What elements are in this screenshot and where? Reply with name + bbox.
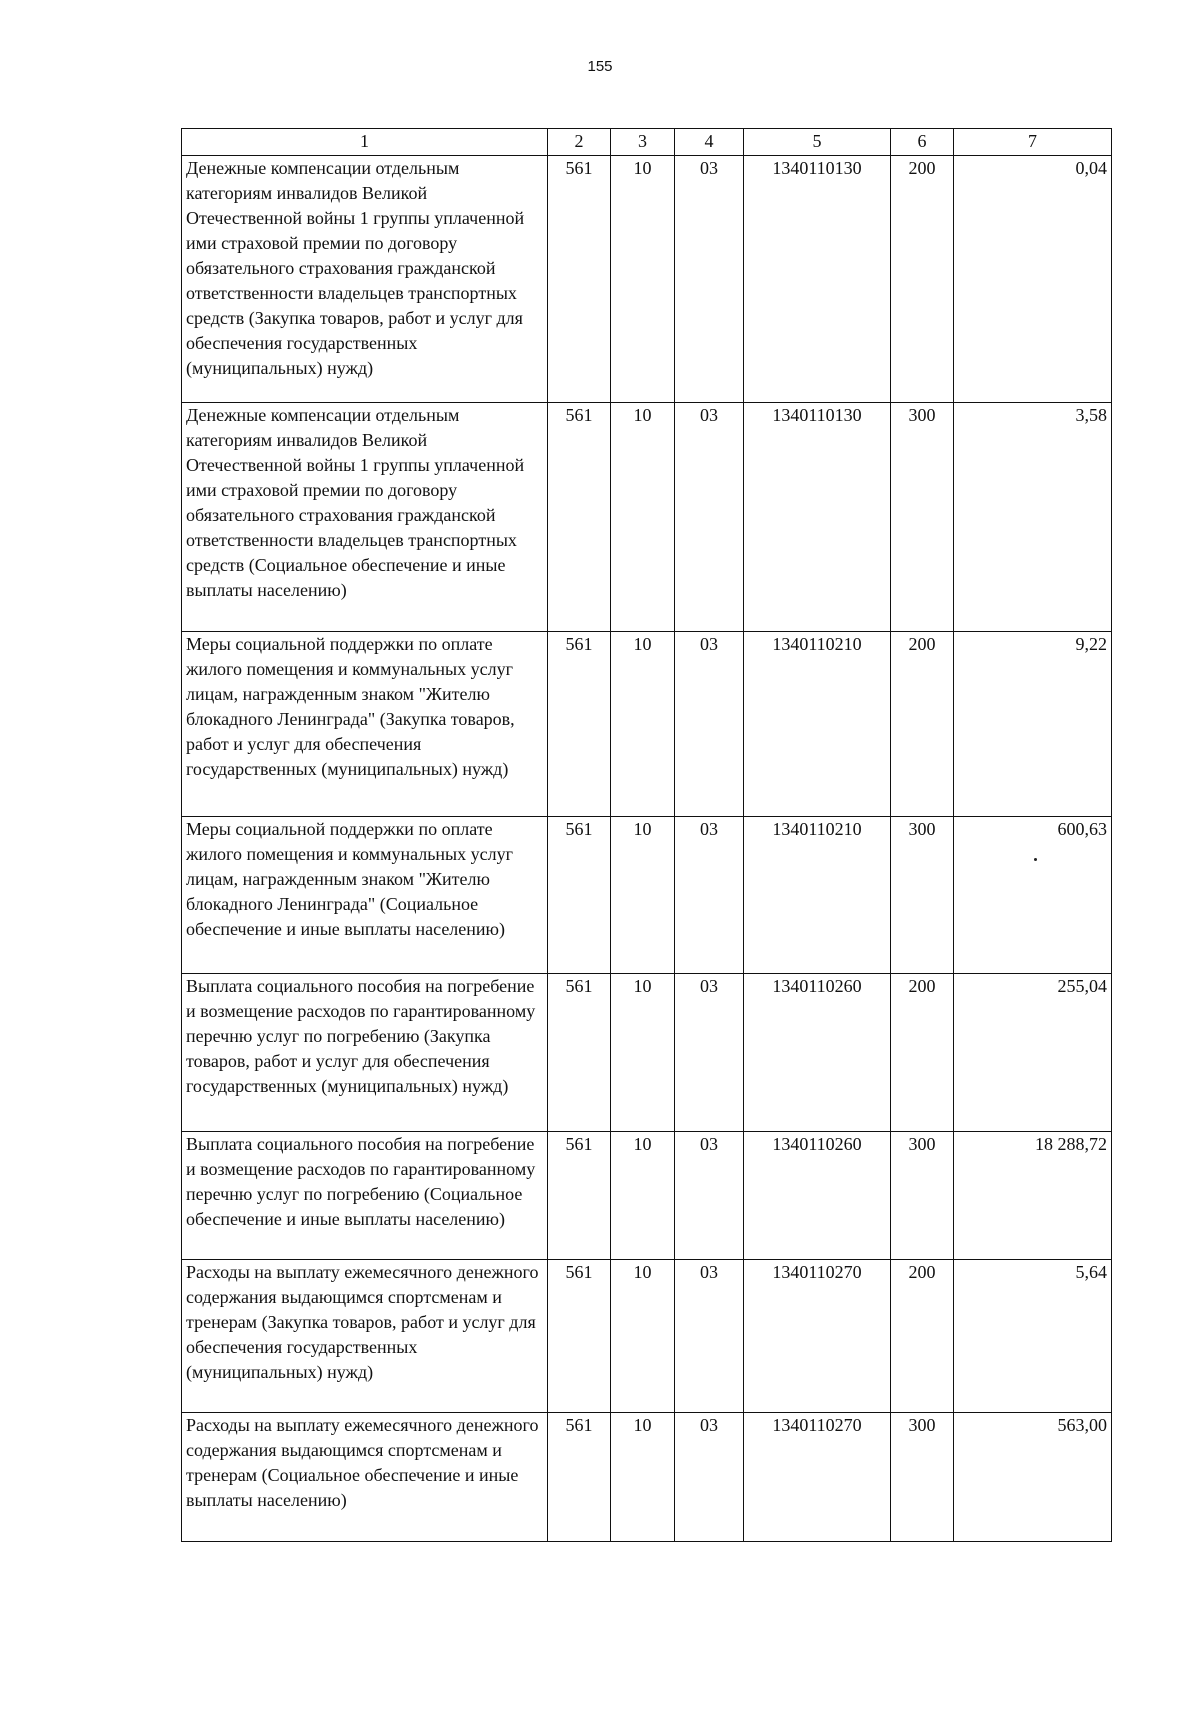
table-row: [182, 156, 1112, 403]
header-col-3: 3: [611, 129, 675, 156]
row-code-3: 10: [611, 1260, 675, 1413]
row-code-5: 1340110210: [744, 817, 891, 974]
table-row: [182, 1260, 1112, 1413]
row-name: Меры социальной поддержки по оплате жилого помещения и коммунальных услуг лицам, награжденным знаком "Жителю блокадного Ленинграда" (Социальное обеспечение и иные выплаты населению): [182, 817, 548, 974]
row-code-5: 1340110260: [744, 1132, 891, 1260]
table-row: [182, 1132, 1112, 1260]
row-name: Меры социальной поддержки по оплате жилого помещения и коммунальных услуг лицам, награжденным знаком "Жителю блокадного Ленинграда" (Закупка товаров, работ и услуг для обеспечения государственных (муниципальных) нужд): [182, 632, 548, 817]
row-code-2: 561: [548, 403, 611, 632]
scan-speck: [1034, 858, 1037, 861]
row-code-3: 10: [611, 974, 675, 1132]
row-code-6: 200: [891, 974, 954, 1132]
row-amount: 9,22: [954, 632, 1112, 817]
row-name: Расходы на выплату ежемесячного денежного содержания выдающимся спортсменам и тренерам (Социальное обеспечение и иные выплаты населению): [182, 1413, 548, 1542]
row-code-4: 03: [675, 1413, 744, 1542]
row-code-5: 1340110270: [744, 1260, 891, 1413]
row-code-4: 03: [675, 632, 744, 817]
row-code-5: 1340110130: [744, 156, 891, 403]
row-code-6: 200: [891, 156, 954, 403]
row-code-3: 10: [611, 403, 675, 632]
row-code-3: 10: [611, 1413, 675, 1542]
row-amount: 563,00: [954, 1413, 1112, 1542]
header-col-4: 4: [675, 129, 744, 156]
header-col-5: 5: [744, 129, 891, 156]
row-code-5: 1340110210: [744, 632, 891, 817]
row-amount: 18 288,72: [954, 1132, 1112, 1260]
row-code-6: 200: [891, 632, 954, 817]
row-code-4: 03: [675, 156, 744, 403]
row-name: Расходы на выплату ежемесячного денежного содержания выдающимся спортсменам и тренерам (Закупка товаров, работ и услуг для обеспечения государственных (муниципальных) нужд): [182, 1260, 548, 1413]
row-amount: 600,63: [954, 817, 1112, 974]
row-code-6: 300: [891, 403, 954, 632]
row-code-6: 300: [891, 817, 954, 974]
row-code-4: 03: [675, 1260, 744, 1413]
row-code-4: 03: [675, 1132, 744, 1260]
budget-table: [181, 128, 1112, 1542]
row-name: Выплата социального пособия на погребение и возмещение расходов по гарантированному перечню услуг по погребению (Закупка товаров, работ и услуг для обеспечения государственных (муниципальных) нужд): [182, 974, 548, 1132]
row-amount: 3,58: [954, 403, 1112, 632]
row-code-3: 10: [611, 632, 675, 817]
row-code-4: 03: [675, 817, 744, 974]
header-row: [182, 129, 1112, 156]
table-row: [182, 1413, 1112, 1542]
table-row: [182, 403, 1112, 632]
header-col-7: 7: [954, 129, 1112, 156]
page-number: 155: [587, 58, 613, 75]
row-code-5: 1340110130: [744, 403, 891, 632]
row-code-6: 200: [891, 1260, 954, 1413]
row-code-3: 10: [611, 156, 675, 403]
row-amount: 0,04: [954, 156, 1112, 403]
row-name: Выплата социального пособия на погребение и возмещение расходов по гарантированному перечню услуг по погребению (Социальное обеспечение и иные выплаты населению): [182, 1132, 548, 1260]
row-code-3: 10: [611, 1132, 675, 1260]
row-code-2: 561: [548, 156, 611, 403]
row-code-4: 03: [675, 974, 744, 1132]
row-code-2: 561: [548, 974, 611, 1132]
row-name: Денежные компенсации отдельным категориям инвалидов Великой Отечественной войны 1 группы уплаченной ими страховой премии по договору обязательного страхования гражданской ответственности владельцев транспортных средств (Закупка товаров, работ и услуг для обеспечения государственных (муниципальных) нужд): [182, 156, 548, 403]
row-code-2: 561: [548, 1260, 611, 1413]
table-row: [182, 632, 1112, 817]
row-code-5: 1340110260: [744, 974, 891, 1132]
row-name: Денежные компенсации отдельным категориям инвалидов Великой Отечественной войны 1 группы уплаченной ими страховой премии по договору обязательного страхования гражданской ответственности владельцев транспортных средств (Социальное обеспечение и иные выплаты населению): [182, 403, 548, 632]
header-col-6: 6: [891, 129, 954, 156]
row-code-3: 10: [611, 817, 675, 974]
row-code-4: 03: [675, 403, 744, 632]
row-code-6: 300: [891, 1413, 954, 1542]
row-code-2: 561: [548, 632, 611, 817]
row-amount: 255,04: [954, 974, 1112, 1132]
header-col-2: 2: [548, 129, 611, 156]
table-row: [182, 817, 1112, 974]
row-code-6: 300: [891, 1132, 954, 1260]
row-code-2: 561: [548, 1413, 611, 1542]
row-code-5: 1340110270: [744, 1413, 891, 1542]
row-code-2: 561: [548, 1132, 611, 1260]
table-row: [182, 974, 1112, 1132]
row-amount: 5,64: [954, 1260, 1112, 1413]
row-code-2: 561: [548, 817, 611, 974]
header-col-1: 1: [182, 129, 548, 156]
